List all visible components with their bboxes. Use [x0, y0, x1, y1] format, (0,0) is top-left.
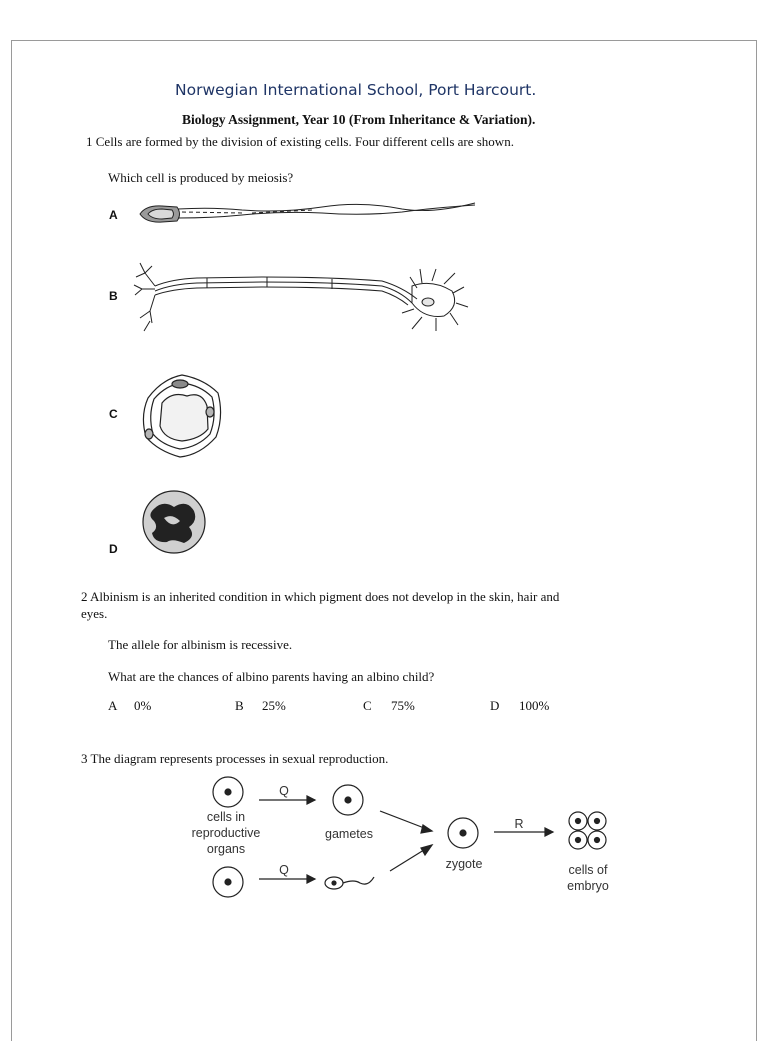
q2-stem-line2: eyes.: [81, 606, 108, 621]
q2-stem-line1: 2 Albinism is an inherited condition in which pigment does not develop in the skin, hair and: [81, 589, 560, 604]
embryo-label-line2: embryo: [567, 879, 609, 893]
cells-label-line1: cells in: [206, 810, 246, 824]
q2-option-b-letter: B: [235, 698, 244, 713]
q2-option-a-letter: A: [108, 698, 118, 713]
zygote-label: zygote: [445, 857, 483, 871]
process-q-label-bottom: Q: [279, 863, 289, 877]
assignment-title: Biology Assignment, Year 10 (From Inheritance & Variation).: [182, 112, 536, 127]
cells-label-line3: organs: [206, 842, 246, 856]
q1-question: Which cell is produced by meiosis?: [108, 170, 294, 185]
gametes-label: gametes: [325, 827, 373, 841]
document-page: [11, 40, 757, 1041]
reproduction-diagram-labels: [192, 784, 609, 893]
q2-option-c-value: 75%: [391, 698, 415, 713]
process-r-label: R: [514, 817, 524, 831]
process-q-label-top: Q: [279, 784, 289, 798]
q2-statement: The allele for albinism is recessive.: [108, 637, 293, 652]
q2-option-c-letter: C: [363, 698, 372, 713]
option-label-c: C: [109, 407, 118, 421]
embryo-label-line1: cells of: [568, 863, 608, 877]
q2-option-d-value: 100%: [519, 698, 550, 713]
school-title: Norwegian International School, Port Harcourt.: [175, 81, 537, 99]
q2-option-d-letter: D: [490, 698, 500, 713]
cells-label-line2: reproductive: [191, 826, 261, 840]
option-label-d: D: [109, 542, 118, 556]
q2-option-a-value: 0%: [134, 698, 152, 713]
q2-question: What are the chances of albino parents having an albino child?: [108, 669, 435, 684]
q3-stem: 3 The diagram represents processes in sexual reproduction.: [81, 751, 389, 766]
option-label-b: B: [109, 289, 118, 303]
q1-stem: 1 Cells are formed by the division of existing cells. Four different cells are shown.: [86, 134, 514, 149]
q2-option-b-value: 25%: [262, 698, 286, 713]
option-label-a: A: [109, 208, 118, 222]
